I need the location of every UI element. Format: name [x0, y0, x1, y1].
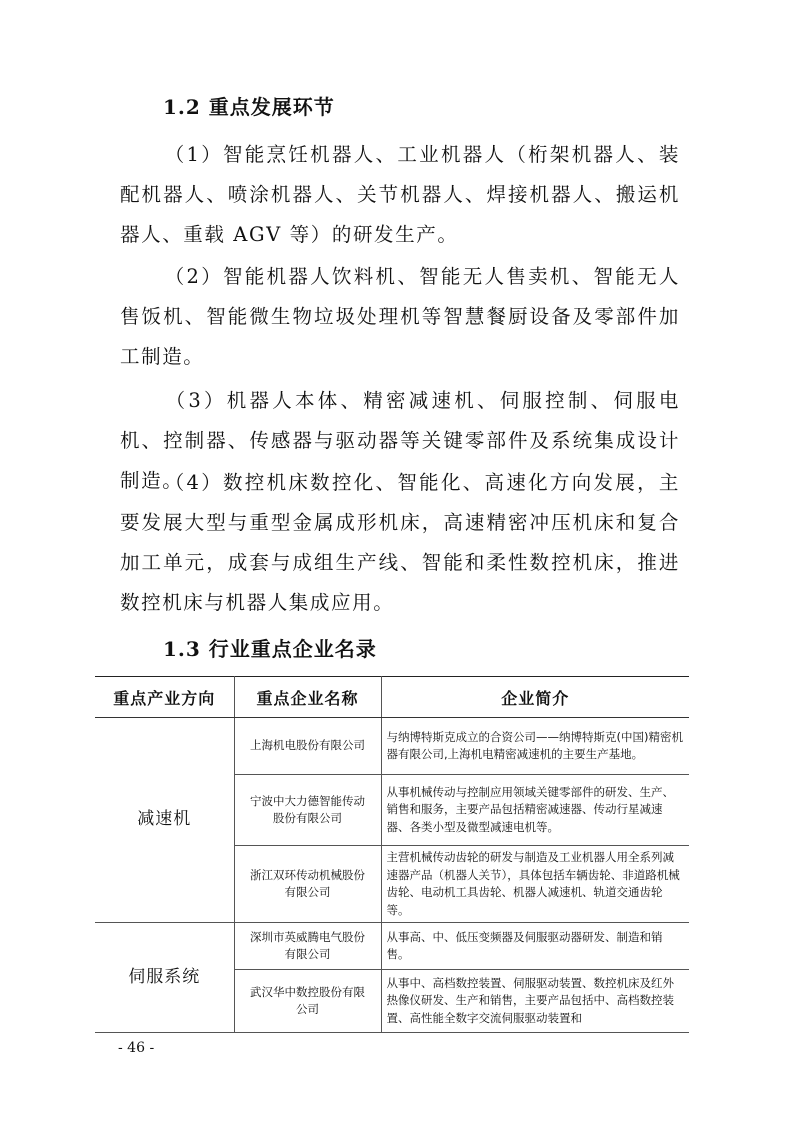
- section-heading-1-2: 1.2 重点发展环节: [163, 95, 335, 119]
- header-company-name: 重点企业名称: [234, 677, 381, 718]
- direction-cell-reducer: 减速机: [95, 718, 234, 923]
- company-desc-cell: 从事机械传动与控制应用领域关键零部件的研发、生产、销售和服务，主要产品包括精密减速器、传动行星减速器、各类小型及微型减速电机等。: [381, 775, 689, 846]
- company-desc-cell: 从事高、中、低压变频器及伺服驱动器研发、制造和销售。: [381, 923, 689, 970]
- company-name-cell: 浙江双环传动机械股份有限公司: [234, 846, 381, 923]
- table-row: [95, 718, 689, 775]
- section-heading-1-3: 1.3 行业重点企业名录: [163, 637, 377, 661]
- paragraph-item-4: [120, 463, 680, 623]
- paragraph-item-4-text: （4）数控机床数控化、智能化、高速化方向发展，主要发展大型与重型金属成形机床，高速精密冲压机床和复合加工单元，成套与成组生产线、智能和柔性数控机床，推进数控机床与机器人集成应用。: [120, 471, 680, 614]
- company-name-cell: 上海机电股份有限公司: [234, 718, 381, 775]
- company-name-cell: 深圳市英威腾电气股份有限公司: [234, 923, 381, 970]
- company-name-cell: 武汉华中数控股份有限公司: [234, 970, 381, 1033]
- paragraph-item-1-text: （1）智能烹饪机器人、工业机器人（桁架机器人、装配机器人、喷涂机器人、关节机器人、焊接机器人、搬运机器人、重载 AGV 等）的研发生产。: [120, 143, 680, 246]
- paragraph-item-2-text: （2）智能机器人饮料机、智能无人售卖机、智能无人售饭机、智能微生物垃圾处理机等智慧餐厨设备及零部件加工制造。: [120, 265, 680, 368]
- table-row: [95, 923, 689, 970]
- paragraph-item-1: [120, 135, 680, 255]
- company-desc-cell: 主营机械传动齿轮的研发与制造及工业机器人用全系列减速器产品（机器人关节），具体包括车辆齿轮、非道路机械齿轮、电动机工具齿轮、机器人减速机、轨道交通齿轮等。: [381, 846, 689, 923]
- paragraph-item-2: [120, 257, 680, 377]
- header-direction: 重点产业方向: [95, 677, 234, 718]
- paragraph-item-3-text: （3）机器人本体、精密减速机、伺服控制、伺服电机、控制器、传感器与驱动器等关键零部件及系统集成设计制造。: [120, 389, 680, 492]
- company-desc-cell: 从事中、高档数控装置、伺服驱动装置、数控机床及红外热像仪研发、生产和销售，主要产品包括中、高档数控装置、高性能全数字交流伺服驱动装置和: [381, 970, 689, 1033]
- enterprise-table: [95, 676, 689, 1033]
- page-number: - 46 -: [118, 1040, 155, 1056]
- company-desc-cell: 与纳博特斯克成立的合资公司——纳博特斯克(中国)精密机器有限公司,上海机电精密减速机的主要生产基地。: [381, 718, 689, 775]
- direction-cell-servo: 伺服系统: [95, 923, 234, 1033]
- header-company-profile: 企业简介: [381, 677, 689, 718]
- table-header-row: [95, 677, 689, 718]
- company-name-cell: 宁波中大力德智能传动股份有限公司: [234, 775, 381, 846]
